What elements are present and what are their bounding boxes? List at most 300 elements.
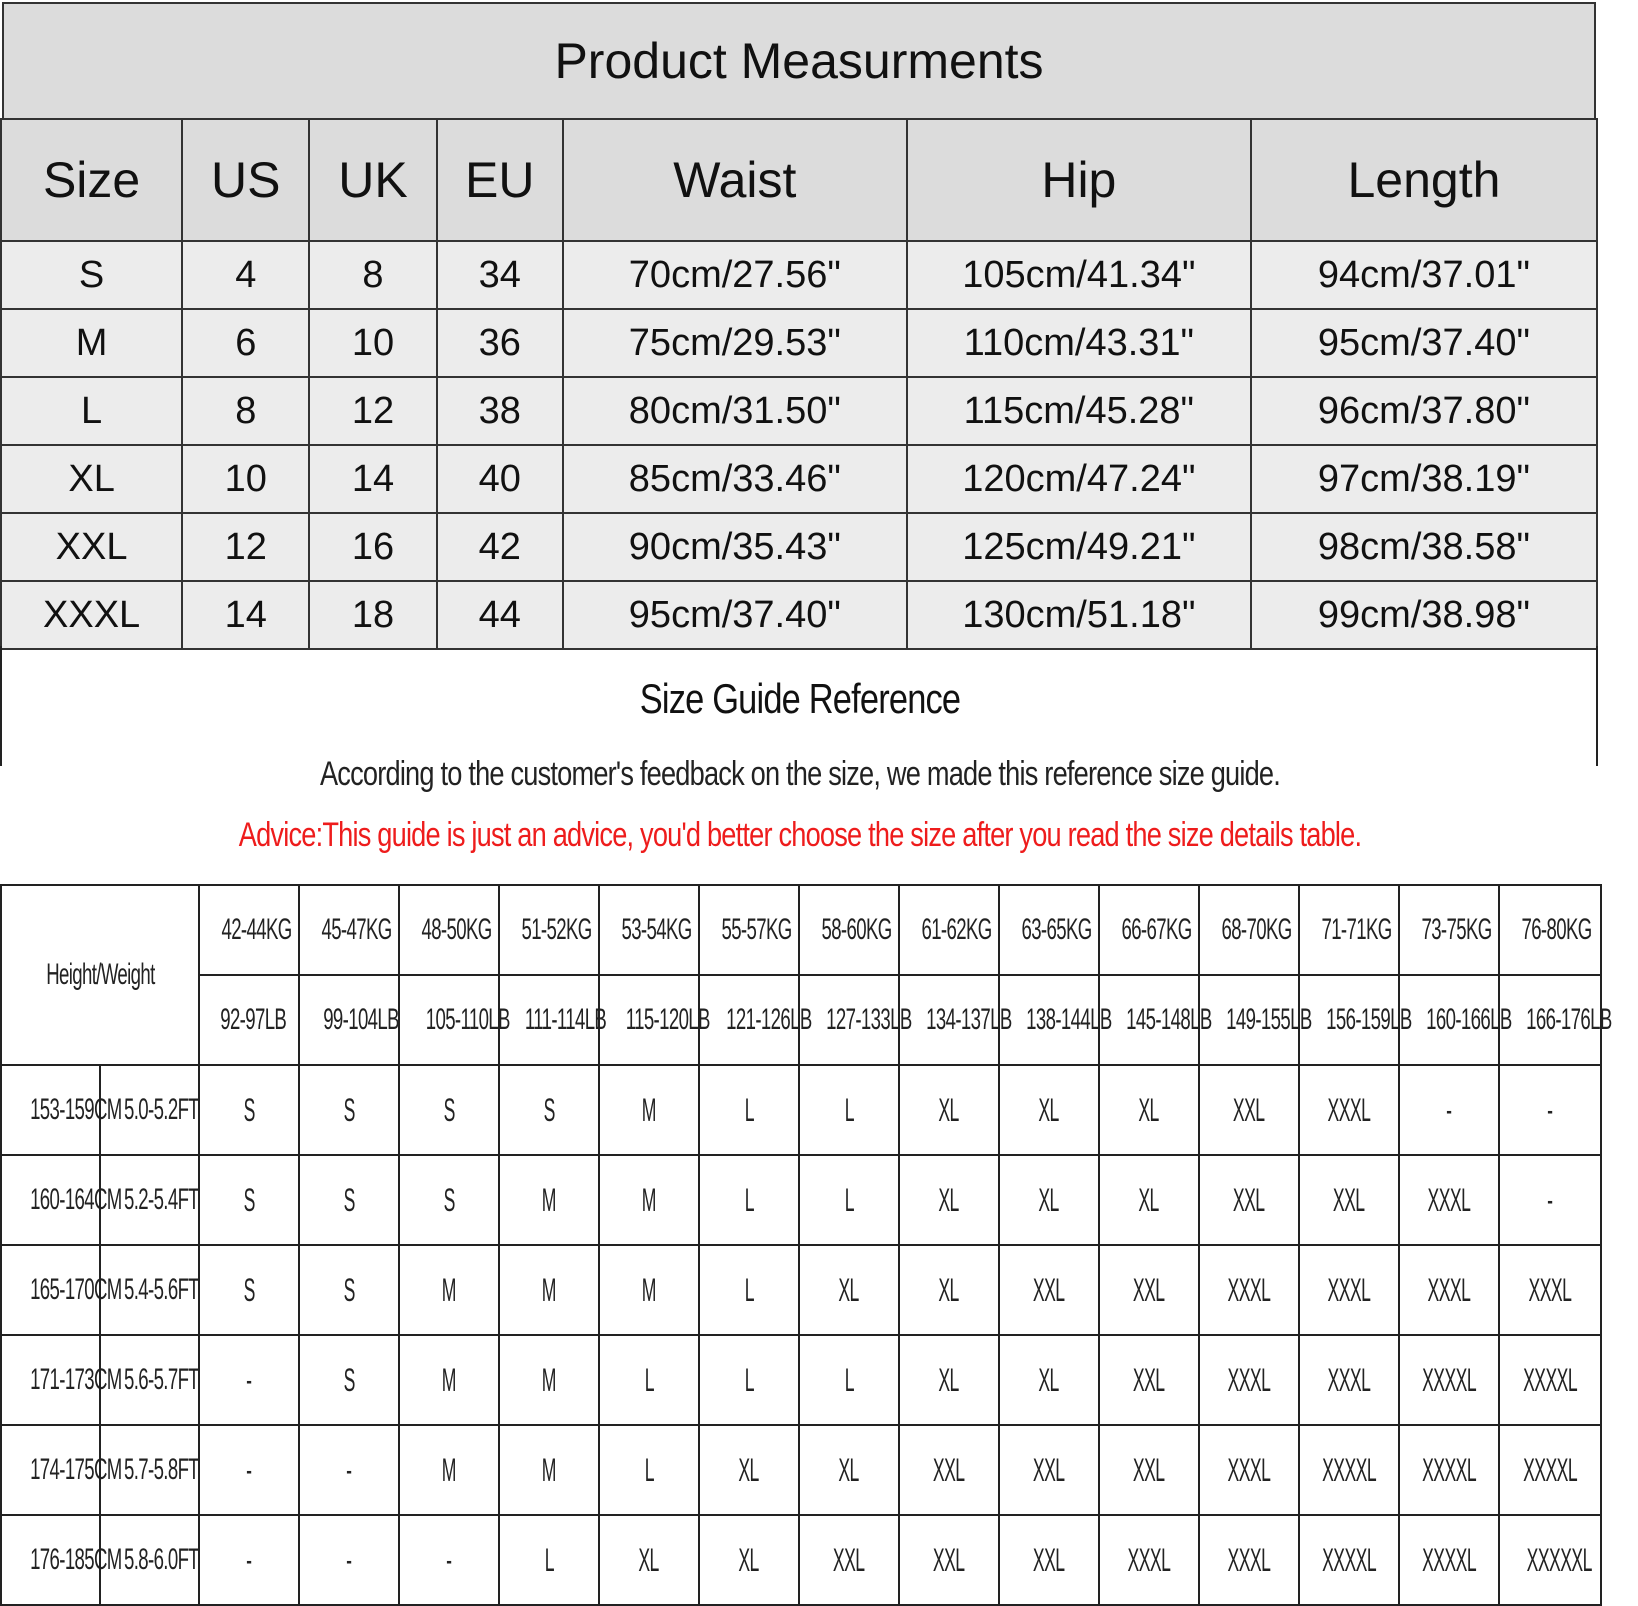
guide-size-cell bbox=[1399, 1065, 1499, 1155]
guide-size-cell bbox=[1399, 1425, 1499, 1515]
guide-kg-header bbox=[999, 885, 1099, 975]
guide-size-cell bbox=[899, 1425, 999, 1515]
guide-kg-label: 42-44KG bbox=[221, 913, 292, 946]
guide-lb-header bbox=[1199, 975, 1312, 1065]
guide-size-cell bbox=[499, 1515, 599, 1605]
measurements-cell-eu: 36 bbox=[437, 309, 563, 377]
guide-size-cell bbox=[1199, 1425, 1299, 1515]
guide-size-cell bbox=[499, 1335, 599, 1425]
guide-size-cell bbox=[1299, 1515, 1399, 1605]
guide-size-cell bbox=[299, 1245, 399, 1335]
guide-size-cell bbox=[199, 1425, 299, 1515]
guide-size-cell bbox=[799, 1425, 899, 1515]
measurements-cell-us: 6 bbox=[182, 309, 309, 377]
guide-size-cell-text: L bbox=[744, 1181, 754, 1218]
guide-size-cell-text: S bbox=[443, 1181, 455, 1218]
guide-lb-label: 149-155LB bbox=[1226, 1003, 1312, 1036]
guide-size-cell-text: S bbox=[243, 1271, 255, 1308]
guide-size-cell-text: XL bbox=[1038, 1181, 1060, 1218]
measurements-cell-hip: 110cm/43.31" bbox=[907, 309, 1251, 377]
guide-size-cell-text: M bbox=[641, 1271, 657, 1308]
guide-size-cell bbox=[1199, 1245, 1299, 1335]
guide-size-cell-text: XXL bbox=[833, 1541, 865, 1578]
guide-lb-label: 99-104LB bbox=[323, 1003, 399, 1036]
guide-kg-header bbox=[1199, 885, 1299, 975]
guide-size-cell-text: XXL bbox=[1033, 1451, 1065, 1488]
guide-size-cell bbox=[1199, 1155, 1299, 1245]
guide-lb-label: 156-159LB bbox=[1326, 1003, 1412, 1036]
guide-size-cell-text: XXXL bbox=[1227, 1541, 1271, 1578]
guide-size-cell bbox=[999, 1065, 1099, 1155]
header-hip: Hip bbox=[907, 119, 1251, 241]
guide-kg-header bbox=[799, 885, 899, 975]
guide-size-cell bbox=[699, 1065, 799, 1155]
guide-size-cell bbox=[1299, 1335, 1399, 1425]
measurements-cell-waist: 75cm/29.53" bbox=[563, 309, 907, 377]
guide-height-cm bbox=[1, 1245, 122, 1335]
guide-lb-label: 111-114LB bbox=[524, 1003, 607, 1036]
measurements-cell-hip: 125cm/49.21" bbox=[907, 513, 1251, 581]
measurements-cell-eu: 34 bbox=[437, 241, 563, 309]
guide-size-cell-text: XXL bbox=[1033, 1541, 1065, 1578]
guide-size-cell bbox=[1199, 1335, 1299, 1425]
guide-corner-cell bbox=[1, 885, 199, 1065]
guide-size-cell bbox=[999, 1425, 1099, 1515]
guide-height-ft-text: 5.8-6.0FT bbox=[124, 1543, 200, 1576]
guide-size-cell bbox=[1299, 1245, 1399, 1335]
guide-kg-header bbox=[199, 885, 299, 975]
guide-kg-header bbox=[399, 885, 499, 975]
guide-size-cell bbox=[399, 1065, 499, 1155]
guide-size-cell bbox=[1099, 1065, 1199, 1155]
guide-size-cell-text: XXXXL bbox=[1322, 1451, 1377, 1488]
guide-size-cell bbox=[399, 1425, 499, 1515]
measurements-cell-hip: 120cm/47.24" bbox=[907, 445, 1251, 513]
guide-size-cell bbox=[199, 1515, 299, 1605]
guide-height-ft-text: 5.6-5.7FT bbox=[124, 1363, 200, 1396]
guide-row bbox=[1, 1425, 1601, 1515]
guide-size-cell bbox=[299, 1425, 399, 1515]
guide-height-ft-text: 5.2-5.4FT bbox=[124, 1183, 200, 1216]
guide-lb-label: 166-176LB bbox=[1526, 1003, 1612, 1036]
guide-size-cell bbox=[599, 1155, 699, 1245]
guide-height-cm bbox=[1, 1335, 122, 1425]
guide-size-cell-text: XXXXL bbox=[1422, 1361, 1477, 1398]
guide-size-cell-text: L bbox=[644, 1451, 654, 1488]
guide-size-cell-text: XL bbox=[938, 1181, 960, 1218]
guide-lb-header bbox=[799, 975, 912, 1065]
measurements-cell-eu: 42 bbox=[437, 513, 563, 581]
guide-size-cell-text: S bbox=[243, 1181, 255, 1218]
guide-size-cell-text: - bbox=[1547, 1181, 1553, 1218]
guide-lb-header bbox=[699, 975, 812, 1065]
measurements-cell-length: 98cm/38.58" bbox=[1251, 513, 1597, 581]
header-size: Size bbox=[1, 119, 182, 241]
guide-size-cell-text: - bbox=[1446, 1091, 1452, 1128]
measurements-cell-waist: 70cm/27.56" bbox=[563, 241, 907, 309]
guide-size-cell-text: XXXXL bbox=[1523, 1361, 1578, 1398]
guide-lb-header bbox=[399, 975, 510, 1065]
guide-size-cell bbox=[1499, 1155, 1601, 1245]
guide-lb-label: 134-137LB bbox=[926, 1003, 1012, 1036]
guide-size-cell-text: S bbox=[343, 1091, 355, 1128]
guide-row bbox=[1, 1065, 1601, 1155]
guide-size-cell bbox=[199, 1335, 299, 1425]
guide-lb-label: 121-126LB bbox=[726, 1003, 812, 1036]
guide-lb-label: 115-120LB bbox=[625, 1003, 710, 1036]
header-us: US bbox=[182, 119, 309, 241]
measurements-cell-size: XL bbox=[1, 445, 182, 513]
guide-size-cell-text: - bbox=[1547, 1091, 1553, 1128]
guide-lb-label: 160-166LB bbox=[1426, 1003, 1512, 1036]
measurements-row bbox=[1, 513, 1597, 581]
guide-size-cell bbox=[299, 1515, 399, 1605]
guide-size-cell bbox=[399, 1515, 499, 1605]
guide-size-cell bbox=[999, 1335, 1099, 1425]
guide-size-cell-text: S bbox=[343, 1181, 355, 1218]
measurements-cell-length: 96cm/37.80" bbox=[1251, 377, 1597, 445]
guide-size-cell bbox=[1399, 1335, 1499, 1425]
measurements-cell-length: 99cm/38.98" bbox=[1251, 581, 1597, 649]
measurements-cell-length: 97cm/38.19" bbox=[1251, 445, 1597, 513]
measurements-header-row bbox=[1, 119, 1597, 241]
guide-size-cell bbox=[199, 1155, 299, 1245]
measurements-cell-uk: 12 bbox=[309, 377, 436, 445]
guide-row bbox=[1, 1335, 1601, 1425]
guide-size-cell-text: M bbox=[641, 1181, 657, 1218]
measurements-cell-uk: 16 bbox=[309, 513, 436, 581]
guide-size-cell-text: S bbox=[343, 1361, 355, 1398]
measurements-cell-us: 12 bbox=[182, 513, 309, 581]
measurements-row bbox=[1, 581, 1597, 649]
guide-size-cell-text: S bbox=[243, 1091, 255, 1128]
guide-size-cell-text: XXXXL bbox=[1322, 1541, 1377, 1578]
measurements-cell-waist: 80cm/31.50" bbox=[563, 377, 907, 445]
guide-size-cell-text: S bbox=[543, 1091, 555, 1128]
guide-advice: Advice:This guide is just an advice, you'd better choose the size after you read the size details table. bbox=[238, 816, 1362, 854]
guide-size-cell-text: - bbox=[246, 1361, 252, 1398]
guide-size-cell-text: XXL bbox=[1133, 1361, 1165, 1398]
guide-size-cell-text: XXL bbox=[1333, 1181, 1365, 1218]
guide-height-cm bbox=[1, 1515, 122, 1605]
guide-size-cell-text: XL bbox=[938, 1361, 960, 1398]
guide-size-cell-text: XL bbox=[1138, 1181, 1160, 1218]
guide-size-cell-text: XXXL bbox=[1327, 1361, 1371, 1398]
measurements-cell-uk: 8 bbox=[309, 241, 436, 309]
guide-size-cell-text: L bbox=[644, 1361, 654, 1398]
guide-kg-label: 76-80KG bbox=[1521, 913, 1592, 946]
guide-size-cell bbox=[699, 1515, 799, 1605]
guide-size-cell bbox=[899, 1065, 999, 1155]
guide-size-cell-text: XXXL bbox=[1427, 1271, 1471, 1308]
guide-kg-label: 63-65KG bbox=[1021, 913, 1092, 946]
measurements-cell-hip: 130cm/51.18" bbox=[907, 581, 1251, 649]
guide-size-cell-text: M bbox=[541, 1361, 557, 1398]
guide-size-cell bbox=[299, 1335, 399, 1425]
guide-kg-label: 45-47KG bbox=[321, 913, 392, 946]
guide-size-cell bbox=[1299, 1065, 1399, 1155]
guide-lb-header bbox=[1399, 975, 1512, 1065]
guide-size-cell-text: XL bbox=[1138, 1091, 1160, 1128]
guide-size-cell-text: - bbox=[446, 1541, 452, 1578]
measurements-cell-us: 8 bbox=[182, 377, 309, 445]
guide-height-cm-text: 171-173CM bbox=[30, 1363, 122, 1396]
guide-height-ft-text: 5.7-5.8FT bbox=[124, 1453, 200, 1486]
guide-size-cell-text: XXXXXL bbox=[1526, 1541, 1592, 1578]
guide-size-cell bbox=[399, 1335, 499, 1425]
guide-size-cell-text: XL bbox=[1038, 1091, 1060, 1128]
guide-kg-header bbox=[899, 885, 999, 975]
guide-kg-header bbox=[699, 885, 799, 975]
guide-kg-header bbox=[299, 885, 399, 975]
guide-title: Size Guide Reference bbox=[639, 675, 961, 722]
guide-size-cell bbox=[499, 1065, 599, 1155]
guide-size-cell-text: XL bbox=[738, 1451, 760, 1488]
guide-size-cell bbox=[599, 1245, 699, 1335]
guide-size-cell bbox=[1499, 1245, 1601, 1335]
guide-size-cell-text: XL bbox=[638, 1541, 660, 1578]
guide-size-cell-text: - bbox=[346, 1451, 352, 1488]
guide-lb-label: 105-110LB bbox=[425, 1003, 510, 1036]
guide-size-cell-text: XL bbox=[738, 1541, 760, 1578]
guide-lb-label: 138-144LB bbox=[1026, 1003, 1112, 1036]
measurements-table bbox=[0, 118, 1598, 650]
measurements-cell-us: 4 bbox=[182, 241, 309, 309]
guide-size-cell-text: XXXXL bbox=[1422, 1541, 1477, 1578]
measurements-cell-waist: 90cm/35.43" bbox=[563, 513, 907, 581]
guide-size-cell bbox=[399, 1245, 499, 1335]
guide-size-cell bbox=[299, 1155, 399, 1245]
measurements-row bbox=[1, 309, 1597, 377]
measurements-title: Product Measurments bbox=[2, 2, 1596, 118]
guide-size-cell-text: XXL bbox=[933, 1541, 965, 1578]
guide-size-cell bbox=[599, 1515, 699, 1605]
guide-size-cell bbox=[1199, 1515, 1299, 1605]
guide-lb-header bbox=[1499, 975, 1612, 1065]
guide-size-cell-text: XXXL bbox=[1327, 1091, 1371, 1128]
guide-size-cell-text: L bbox=[744, 1271, 754, 1308]
guide-size-cell-text: XL bbox=[838, 1271, 860, 1308]
guide-lb-header bbox=[499, 975, 607, 1065]
guide-size-cell bbox=[799, 1335, 899, 1425]
measurements-cell-size: XXL bbox=[1, 513, 182, 581]
guide-kg-header bbox=[1499, 885, 1601, 975]
guide-size-cell-text: XL bbox=[838, 1451, 860, 1488]
measurements-cell-uk: 10 bbox=[309, 309, 436, 377]
measurements-cell-waist: 85cm/33.46" bbox=[563, 445, 907, 513]
guide-size-cell bbox=[1099, 1335, 1199, 1425]
guide-size-cell bbox=[899, 1335, 999, 1425]
guide-size-cell-text: L bbox=[844, 1091, 854, 1128]
guide-size-cell bbox=[1099, 1155, 1199, 1245]
guide-size-cell bbox=[1099, 1515, 1199, 1605]
guide-size-cell-text: XL bbox=[938, 1091, 960, 1128]
guide-size-cell-text: - bbox=[246, 1451, 252, 1488]
guide-size-cell bbox=[1399, 1515, 1499, 1605]
measurements-cell-us: 14 bbox=[182, 581, 309, 649]
guide-row bbox=[1, 1155, 1601, 1245]
measurements-cell-waist: 95cm/37.40" bbox=[563, 581, 907, 649]
guide-height-cm-text: 174-175CM bbox=[30, 1453, 122, 1486]
guide-lb-label: 92-97LB bbox=[220, 1003, 287, 1036]
guide-size-cell-text: M bbox=[541, 1451, 557, 1488]
guide-corner-label: Height/Weight bbox=[45, 958, 155, 991]
guide-size-cell bbox=[1199, 1065, 1299, 1155]
measurements-cell-size: S bbox=[1, 241, 182, 309]
guide-size-cell bbox=[1299, 1425, 1399, 1515]
guide-size-cell bbox=[299, 1065, 399, 1155]
guide-height-cm-text: 165-170CM bbox=[30, 1273, 122, 1306]
guide-size-cell bbox=[199, 1065, 299, 1155]
guide-size-cell-text: XL bbox=[938, 1271, 960, 1308]
guide-size-cell-text: XXXL bbox=[1227, 1361, 1271, 1398]
guide-kg-label: 66-67KG bbox=[1121, 913, 1192, 946]
guide-kg-row bbox=[1, 885, 1601, 975]
guide-kg-label: 51-52KG bbox=[521, 913, 592, 946]
guide-size-cell-text: XXL bbox=[933, 1451, 965, 1488]
guide-size-cell-text: XXXXL bbox=[1422, 1451, 1477, 1488]
guide-kg-label: 61-62KG bbox=[921, 913, 992, 946]
guide-lb-header bbox=[299, 975, 399, 1065]
guide-lb-header bbox=[599, 975, 710, 1065]
guide-size-cell bbox=[1399, 1155, 1499, 1245]
guide-size-cell bbox=[699, 1425, 799, 1515]
guide-size-cell-text: M bbox=[641, 1091, 657, 1128]
measurements-cell-size: M bbox=[1, 309, 182, 377]
measurements-row bbox=[1, 241, 1597, 309]
guide-height-ft-text: 5.0-5.2FT bbox=[124, 1093, 200, 1126]
guide-size-cell bbox=[899, 1155, 999, 1245]
guide-size-cell-text: XXXL bbox=[1227, 1451, 1271, 1488]
guide-kg-label: 71-71KG bbox=[1321, 913, 1392, 946]
guide-size-cell bbox=[599, 1335, 699, 1425]
guide-size-cell-text: XXXL bbox=[1227, 1271, 1271, 1308]
guide-lb-header bbox=[199, 975, 299, 1065]
guide-row bbox=[1, 1245, 1601, 1335]
guide-size-cell bbox=[599, 1425, 699, 1515]
guide-size-cell bbox=[499, 1155, 599, 1245]
guide-height-ft-text: 5.4-5.6FT bbox=[124, 1273, 200, 1306]
measurements-cell-eu: 40 bbox=[437, 445, 563, 513]
guide-size-cell-text: L bbox=[744, 1361, 754, 1398]
guide-lb-row bbox=[1, 975, 1601, 1065]
guide-lb-header bbox=[1099, 975, 1212, 1065]
guide-size-cell bbox=[899, 1245, 999, 1335]
measurements-cell-size: XXXL bbox=[1, 581, 182, 649]
measurements-cell-eu: 44 bbox=[437, 581, 563, 649]
measurements-cell-us: 10 bbox=[182, 445, 309, 513]
guide-size-cell-text: XXL bbox=[1133, 1451, 1165, 1488]
guide-size-cell bbox=[499, 1425, 599, 1515]
guide-size-cell bbox=[399, 1155, 499, 1245]
guide-lb-header bbox=[899, 975, 1012, 1065]
guide-size-cell-text: S bbox=[443, 1091, 455, 1128]
guide-size-cell bbox=[999, 1245, 1099, 1335]
guide-size-cell bbox=[599, 1065, 699, 1155]
header-eu: EU bbox=[437, 119, 563, 241]
guide-size-cell-text: XL bbox=[1038, 1361, 1060, 1398]
guide-height-cm bbox=[1, 1065, 122, 1155]
guide-kg-label: 55-57KG bbox=[721, 913, 792, 946]
guide-size-cell-text: XXXL bbox=[1327, 1271, 1371, 1308]
guide-height-cm bbox=[1, 1425, 122, 1515]
size-guide-table bbox=[0, 884, 1612, 1606]
guide-size-cell-text: XXL bbox=[1133, 1271, 1165, 1308]
guide-kg-label: 73-75KG bbox=[1421, 913, 1492, 946]
guide-size-cell-text: XXXL bbox=[1427, 1181, 1471, 1218]
guide-size-cell bbox=[499, 1245, 599, 1335]
guide-kg-header bbox=[599, 885, 699, 975]
measurements-cell-hip: 105cm/41.34" bbox=[907, 241, 1251, 309]
guide-kg-label: 68-70KG bbox=[1221, 913, 1292, 946]
guide-lb-label: 127-133LB bbox=[826, 1003, 912, 1036]
guide-size-cell bbox=[1499, 1425, 1601, 1515]
guide-lb-header bbox=[999, 975, 1112, 1065]
guide-size-cell bbox=[799, 1065, 899, 1155]
guide-size-cell-text: M bbox=[541, 1271, 557, 1308]
measurements-cell-eu: 38 bbox=[437, 377, 563, 445]
guide-size-cell bbox=[199, 1245, 299, 1335]
guide-size-cell bbox=[699, 1335, 799, 1425]
guide-size-cell bbox=[799, 1245, 899, 1335]
guide-height-cm-text: 153-159CM bbox=[30, 1093, 122, 1126]
measurements-cell-hip: 115cm/45.28" bbox=[907, 377, 1251, 445]
guide-size-cell-text: S bbox=[343, 1271, 355, 1308]
guide-size-cell-text: L bbox=[544, 1541, 554, 1578]
guide-size-cell bbox=[999, 1515, 1099, 1605]
guide-kg-header bbox=[1399, 885, 1499, 975]
guide-size-cell bbox=[699, 1245, 799, 1335]
measurements-cell-size: L bbox=[1, 377, 182, 445]
guide-size-cell bbox=[699, 1155, 799, 1245]
guide-kg-label: 58-60KG bbox=[821, 913, 892, 946]
guide-size-cell-text: L bbox=[844, 1181, 854, 1218]
guide-size-cell-text: L bbox=[844, 1361, 854, 1398]
guide-size-cell-text: - bbox=[246, 1541, 252, 1578]
guide-height-cm bbox=[1, 1155, 122, 1245]
guide-kg-label: 48-50KG bbox=[421, 913, 492, 946]
guide-size-cell-text: M bbox=[541, 1181, 557, 1218]
guide-size-cell bbox=[1399, 1245, 1499, 1335]
header-length: Length bbox=[1251, 119, 1597, 241]
guide-row bbox=[1, 1515, 1601, 1605]
guide-size-cell-text: M bbox=[441, 1361, 457, 1398]
guide-size-cell bbox=[1499, 1515, 1601, 1605]
guide-size-cell-text: XXL bbox=[1233, 1091, 1265, 1128]
guide-lb-header bbox=[1299, 975, 1412, 1065]
guide-kg-label: 53-54KG bbox=[621, 913, 692, 946]
guide-size-cell bbox=[999, 1155, 1099, 1245]
guide-size-cell-text: M bbox=[441, 1271, 457, 1308]
measurements-cell-length: 94cm/37.01" bbox=[1251, 241, 1597, 309]
guide-size-cell-text: M bbox=[441, 1451, 457, 1488]
guide-kg-header bbox=[1299, 885, 1399, 975]
guide-size-cell bbox=[1499, 1065, 1601, 1155]
guide-size-cell bbox=[1099, 1245, 1199, 1335]
guide-height-cm-text: 160-164CM bbox=[30, 1183, 122, 1216]
measurements-row bbox=[1, 377, 1597, 445]
guide-size-cell bbox=[1099, 1425, 1199, 1515]
guide-size-cell bbox=[899, 1515, 999, 1605]
guide-size-cell bbox=[799, 1155, 899, 1245]
guide-size-cell-text: XXXXL bbox=[1523, 1451, 1578, 1488]
guide-size-cell bbox=[799, 1515, 899, 1605]
guide-size-cell bbox=[1499, 1335, 1601, 1425]
guide-size-cell-text: L bbox=[744, 1091, 754, 1128]
guide-size-cell-text: XXXL bbox=[1127, 1541, 1171, 1578]
guide-lb-label: 145-148LB bbox=[1126, 1003, 1212, 1036]
guide-size-cell-text: XXL bbox=[1233, 1181, 1265, 1218]
